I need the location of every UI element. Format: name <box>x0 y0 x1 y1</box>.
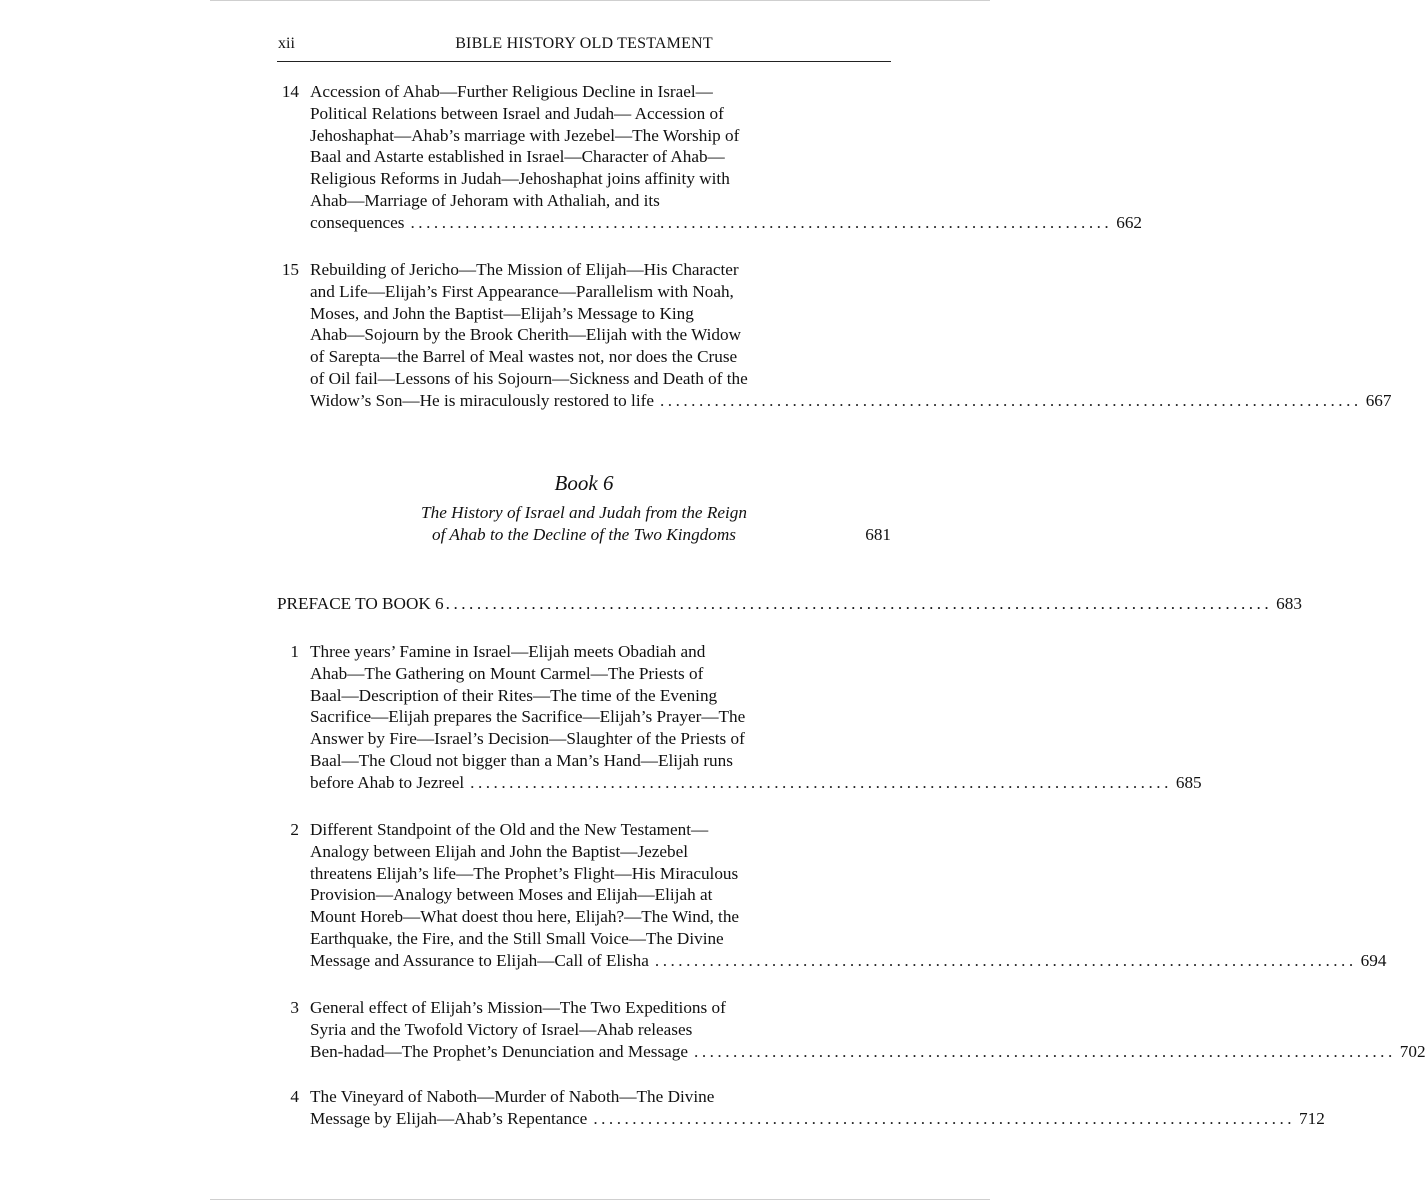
entry-final-line <box>310 390 1392 412</box>
entry-page-number: 712 <box>1299 1108 1325 1128</box>
dot-leader: .......................................................................................... <box>410 212 1113 232</box>
entry-line: Answer by Fire—Israel’s Decision—Slaughter of the Priests of <box>310 729 745 749</box>
chapter-number: 14 <box>281 82 299 101</box>
entry-text <box>310 819 1387 972</box>
dot-leader: .......................................................................................... <box>593 1108 1296 1128</box>
book-subtitle: of Ahab to the Decline of the Two Kingdoms <box>432 525 736 544</box>
entry-page-number: 694 <box>1360 950 1387 970</box>
entry-text <box>310 641 1202 794</box>
entry-line: Message and Assurance to Elijah—Call of Elisha <box>310 950 649 970</box>
book-page-number: 681 <box>865 525 891 544</box>
entry-line: of Oil fail—Lessons of his Sojourn—Sickness and Death of the <box>310 368 748 388</box>
entry-page-number: 702 <box>1399 1041 1426 1061</box>
entry-text <box>310 81 1142 234</box>
entry-line: Message by Elijah—Ahab’s Repentance <box>310 1108 588 1128</box>
book-subtitle: The History of Israel and Judah from the Reign <box>421 503 747 522</box>
entry-line: Moses, and John the Baptist—Elijah’s Message to King <box>310 303 694 323</box>
entry-line: Political Relations between Israel and Judah— Accession of <box>310 103 724 123</box>
entry-line: Accession of Ahab—Further Religious Decline in Israel— <box>310 82 713 101</box>
running-title: BIBLE HISTORY OLD TESTAMENT <box>455 35 713 52</box>
entry-line: Baal—The Cloud not bigger than a Man’s Hand—Elijah runs <box>310 750 733 770</box>
entry-line: Sacrifice—Elijah prepares the Sacrifice—Elijah’s Prayer—The <box>310 707 746 727</box>
entry-line: before Ahab to Jezreel <box>310 772 465 792</box>
page-number: xii <box>278 35 295 52</box>
entry-line: Different Standpoint of the Old and the New Testament— <box>310 820 709 839</box>
entry-line: Mount Horeb—What doest thou here, Elijah?—The Wind, the <box>310 907 740 927</box>
entry-text <box>310 1086 1325 1130</box>
entry-line: Ben-hadad—The Prophet’s Denunciation and Message <box>310 1041 689 1061</box>
header-rule <box>277 61 891 62</box>
chapter-number: 3 <box>290 998 299 1017</box>
entry-line: Ahab—Marriage of Jehoram with Athaliah, and its <box>310 190 660 210</box>
chapter-number: 15 <box>281 260 299 279</box>
entry-line: Jehoshaphat—Ahab’s marriage with Jezebel—The Worship of <box>310 125 740 145</box>
entry-line: threatens Elijah’s life—The Prophet’s Flight—His Miraculous <box>310 863 739 883</box>
entry-line: Widow’s Son—He is miraculously restored to life <box>310 390 654 410</box>
dot-leader: .......................................................................................... <box>694 1041 1396 1061</box>
book-page <box>210 0 1426 1200</box>
entry-line: consequences <box>310 212 405 232</box>
entry-text <box>310 997 1426 1062</box>
entry-final-line <box>310 950 1387 972</box>
entry-page-number: 685 <box>1175 772 1202 792</box>
entry-line: Earthquake, the Fire, and the Still Small Voice—The Divine <box>310 928 724 948</box>
entry-line: Baal and Astarte established in Israel—Character of Ahab— <box>310 147 725 167</box>
entry-line: Syria and the Twofold Victory of Israel—Ahab releases <box>310 1019 693 1039</box>
chapter-number: 1 <box>290 642 299 661</box>
entry-line: Ahab—Sojourn by the Brook Cherith—Elijah with the Widow <box>310 325 742 345</box>
entry-line: The Vineyard of Naboth—Murder of Naboth—The Divine <box>310 1087 715 1106</box>
preface-page-number: 683 <box>1276 594 1302 613</box>
entry-final-line <box>310 212 1142 234</box>
entry-final-line <box>310 772 1202 794</box>
entry-line: Ahab—The Gathering on Mount Carmel—The Priests of <box>310 663 704 683</box>
entry-line: Provision—Analogy between Moses and Elijah—Elijah at <box>310 885 713 905</box>
entry-page-number: 667 <box>1365 390 1392 410</box>
entry-line: General effect of Elijah’s Mission—The Two Expeditions of <box>310 998 726 1017</box>
entry-line: and Life—Elijah’s First Appearance—Parallelism with Noah, <box>310 281 734 301</box>
dot-leader: .......................................................................................... <box>659 390 1362 410</box>
book-title: Book 6 <box>554 471 614 495</box>
dot-leader: .......................................................................................... <box>654 950 1357 970</box>
entry-line: of Sarepta—the Barrel of Meal wastes not, nor does the Cruse <box>310 347 738 367</box>
running-header <box>277 35 891 59</box>
entry-final-line <box>310 1041 1426 1063</box>
entry-text <box>310 259 1392 412</box>
chapter-number: 2 <box>290 820 299 839</box>
chapter-number: 4 <box>290 1087 299 1106</box>
entry-line: Religious Reforms in Judah—Jehoshaphat joins affinity with <box>310 169 730 189</box>
preface-label: PREFACE TO BOOK 6 <box>277 594 444 613</box>
entry-line: Baal—Description of their Rites—The time of the Evening <box>310 685 718 705</box>
entry-line: Analogy between Elijah and John the Baptist—Jezebel <box>310 841 689 861</box>
dot-leader: .......................................................................................... <box>470 772 1172 792</box>
preface-entry <box>277 594 1302 614</box>
entry-final-line <box>310 1108 1325 1130</box>
entry-line: Three years’ Famine in Israel—Elijah meets Obadiah and <box>310 642 706 661</box>
entry-line: Rebuilding of Jericho—The Mission of Elijah—His Character <box>310 260 739 279</box>
entry-page-number: 662 <box>1116 212 1142 232</box>
dot-leader: .......................................................................................................... <box>445 594 1273 613</box>
